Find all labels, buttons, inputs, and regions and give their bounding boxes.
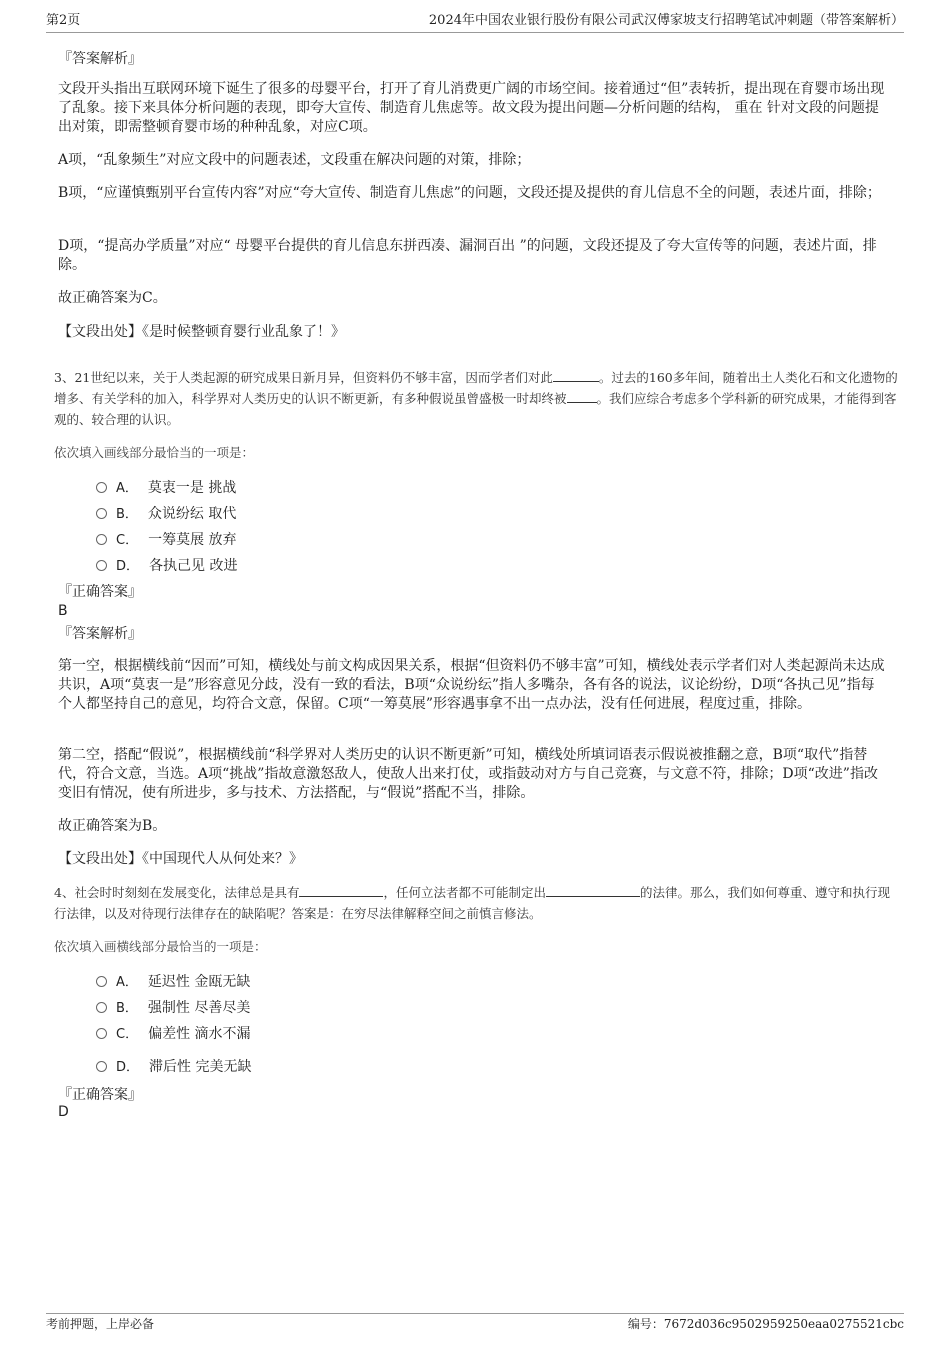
option-text: 偏差性 滴水不漏 <box>148 1026 251 1042</box>
q3-blank-2 <box>567 390 597 403</box>
option-letter: D． <box>116 1060 140 1075</box>
option-text: 延迟性 金瓯无缺 <box>147 974 251 990</box>
q2-analysis-p4: D项，“提高办学质量”对应“ 母婴平台提供的育儿信息东拼西凑、漏洞百出 ”的问题，文段还提及了夸大宣传等的问题，表述片面，排除。 <box>58 238 877 273</box>
option-letter: A． <box>116 975 138 990</box>
page-header <box>46 12 904 33</box>
q3-option-c[interactable] <box>96 531 237 550</box>
radio-icon[interactable] <box>96 482 107 493</box>
q2-source: 【文段出处】《是时候整顿育婴行业乱象了！》 <box>58 324 345 340</box>
footer-slogan: 考前押题，上岸必备 <box>46 1317 155 1331</box>
radio-icon[interactable] <box>96 534 107 545</box>
option-text: 滞后性 完美无缺 <box>149 1059 252 1075</box>
q4-option-a[interactable] <box>96 973 250 992</box>
q3-stem-part2: 。过去的160多年间，随着出土人类化石和文化遗物的增多、有关学科的加入，科学界对人类历史的认识不断更新，有多种假说虽曾盛极一时却终被 <box>54 370 898 406</box>
option-text: 各执己见 改进 <box>149 558 238 574</box>
radio-icon[interactable] <box>96 976 107 987</box>
q4-stem-part2: ，任何立法者都不可能制定出 <box>383 885 546 900</box>
page-number: 第2页 <box>46 13 81 28</box>
option-letter: D． <box>116 559 140 574</box>
q3-blank-1 <box>553 369 599 382</box>
q3-option-d[interactable] <box>96 557 237 576</box>
q2-answer-line: 故正确答案为C。 <box>58 290 167 306</box>
q2-analysis-label: 『答案解析』 <box>58 51 142 67</box>
radio-icon[interactable] <box>96 560 107 571</box>
q4-correct-answer: D <box>58 1104 69 1120</box>
q4-option-c[interactable] <box>96 1025 251 1044</box>
q3-analysis-p1: 第一空，根据横线前“因而”可知，横线处与前文构成因果关系，根据“但资料仍不够丰富”可知，横线处表示学者们对人类起源尚未达成共识，A项“莫衷一是”形容意见分歧，没有一致的看法，B项“众说纷纭”指人多嘴杂，各有各的说法，议论纷纷，D项“各执己见”指每个人都坚持自己的意见，均符合文意，保留。C项“一筹莫展”形容遇事拿不出一点办法，没有任何进展，程度过重，排除。 <box>58 658 885 712</box>
option-letter: B． <box>116 507 138 522</box>
q3-correct-answer: B <box>58 603 68 619</box>
q4-stem <box>54 882 902 924</box>
q3-hint: 依次填入画线部分最恰当的一项是： <box>54 445 255 460</box>
q3-analysis-p2: 第二空，搭配“假说”，根据横线前“科学界对人类历史的认识不断更新”可知，横线处所填词语表示假说被推翻之意，B项“取代”指替代，符合文意，当选。A项“挑战”指故意激怒敌人，使敌人出来打仗，或指鼓动对方与自己竞赛，与文意不符，排除；D项“改进”指改变旧有情况，使有所进步，多与技术、方法搭配，与“假说”搭配不当，排除。 <box>58 747 878 801</box>
document-serial: 编号：7672d036c9502959250eaa0275521cbc <box>627 1317 904 1331</box>
q3-option-b[interactable] <box>96 505 236 524</box>
q2-analysis-p2: A项，“乱象频生”对应文段中的问题表述，文段重在解决问题的对策，排除； <box>58 152 531 168</box>
q3-answer-line: 故正确答案为B。 <box>58 818 167 834</box>
q4-blank-2 <box>546 884 640 897</box>
q3-option-a[interactable] <box>96 479 236 498</box>
q4-option-d[interactable] <box>96 1058 251 1077</box>
q4-correct-label: 『正确答案』 <box>58 1087 142 1103</box>
option-text: 莫衷一是 挑战 <box>147 480 237 496</box>
q3-source: 【文段出处】《中国现代人从何处来？》 <box>58 851 303 867</box>
q3-stem <box>54 367 902 430</box>
document-title: 2024年中国农业银行股份有限公司武汉傅家坡支行招聘笔试冲刺题（带答案解析） <box>428 13 904 28</box>
q4-blank-1 <box>299 884 383 897</box>
q2-analysis-p1: 文段开头指出互联网环境下诞生了很多的母婴平台，打开了育儿消费更广阔的市场空间。接着通过“但”表转折，提出现在育婴市场出现了乱象。接下来具体分析问题的表现，即夸大宣传、制造育儿焦虑等。故文段为提出问题—分析问题的结构， 重在 针对文段的问题提出对策，即需整顿育婴市场的种种乱象，对应C项。 <box>58 81 885 135</box>
q4-hint: 依次填入画横线部分最恰当的一项是： <box>54 939 267 954</box>
radio-icon[interactable] <box>96 1002 107 1013</box>
option-text: 强制性 尽善尽美 <box>147 1000 251 1016</box>
option-text: 一筹莫展 放弃 <box>148 532 237 548</box>
radio-icon[interactable] <box>96 1061 107 1072</box>
radio-icon[interactable] <box>96 508 107 519</box>
q4-stem-part3: 的法律。那么，我们如何尊重、遵守和执行现行法律，以及对待现行法律存在的缺陷呢？答案是：在穷尽法律解释空间之前慎言修法。 <box>54 885 890 921</box>
option-text: 众说纷纭 取代 <box>147 506 237 522</box>
option-letter: C． <box>116 1027 139 1042</box>
q4-option-b[interactable] <box>96 999 250 1018</box>
q3-correct-label: 『正确答案』 <box>58 584 142 600</box>
option-letter: A． <box>116 481 138 496</box>
option-letter: B． <box>116 1001 138 1016</box>
q2-analysis-p3: B项，“应谨慎甄别平台宣传内容”对应“夸大宣传、制造育儿焦虑”的问题，文段还提及提供的育儿信息不全的问题，表述片面，排除； <box>58 185 881 201</box>
q3-analysis-label: 『答案解析』 <box>58 626 142 642</box>
q4-stem-part1: 4、社会时时刻刻在发展变化，法律总是具有 <box>54 885 300 900</box>
radio-icon[interactable] <box>96 1028 107 1039</box>
q3-stem-part3: 。我们应综合考虑多个学科新的研究成果，才能得到客观的、较合理的认识。 <box>54 391 897 427</box>
page-footer <box>46 1313 904 1331</box>
q3-stem-part1: 3、21世纪以来，关于人类起源的研究成果日新月异，但资料仍不够丰富，因而学者们对此 <box>54 370 553 385</box>
option-letter: C． <box>116 533 139 548</box>
